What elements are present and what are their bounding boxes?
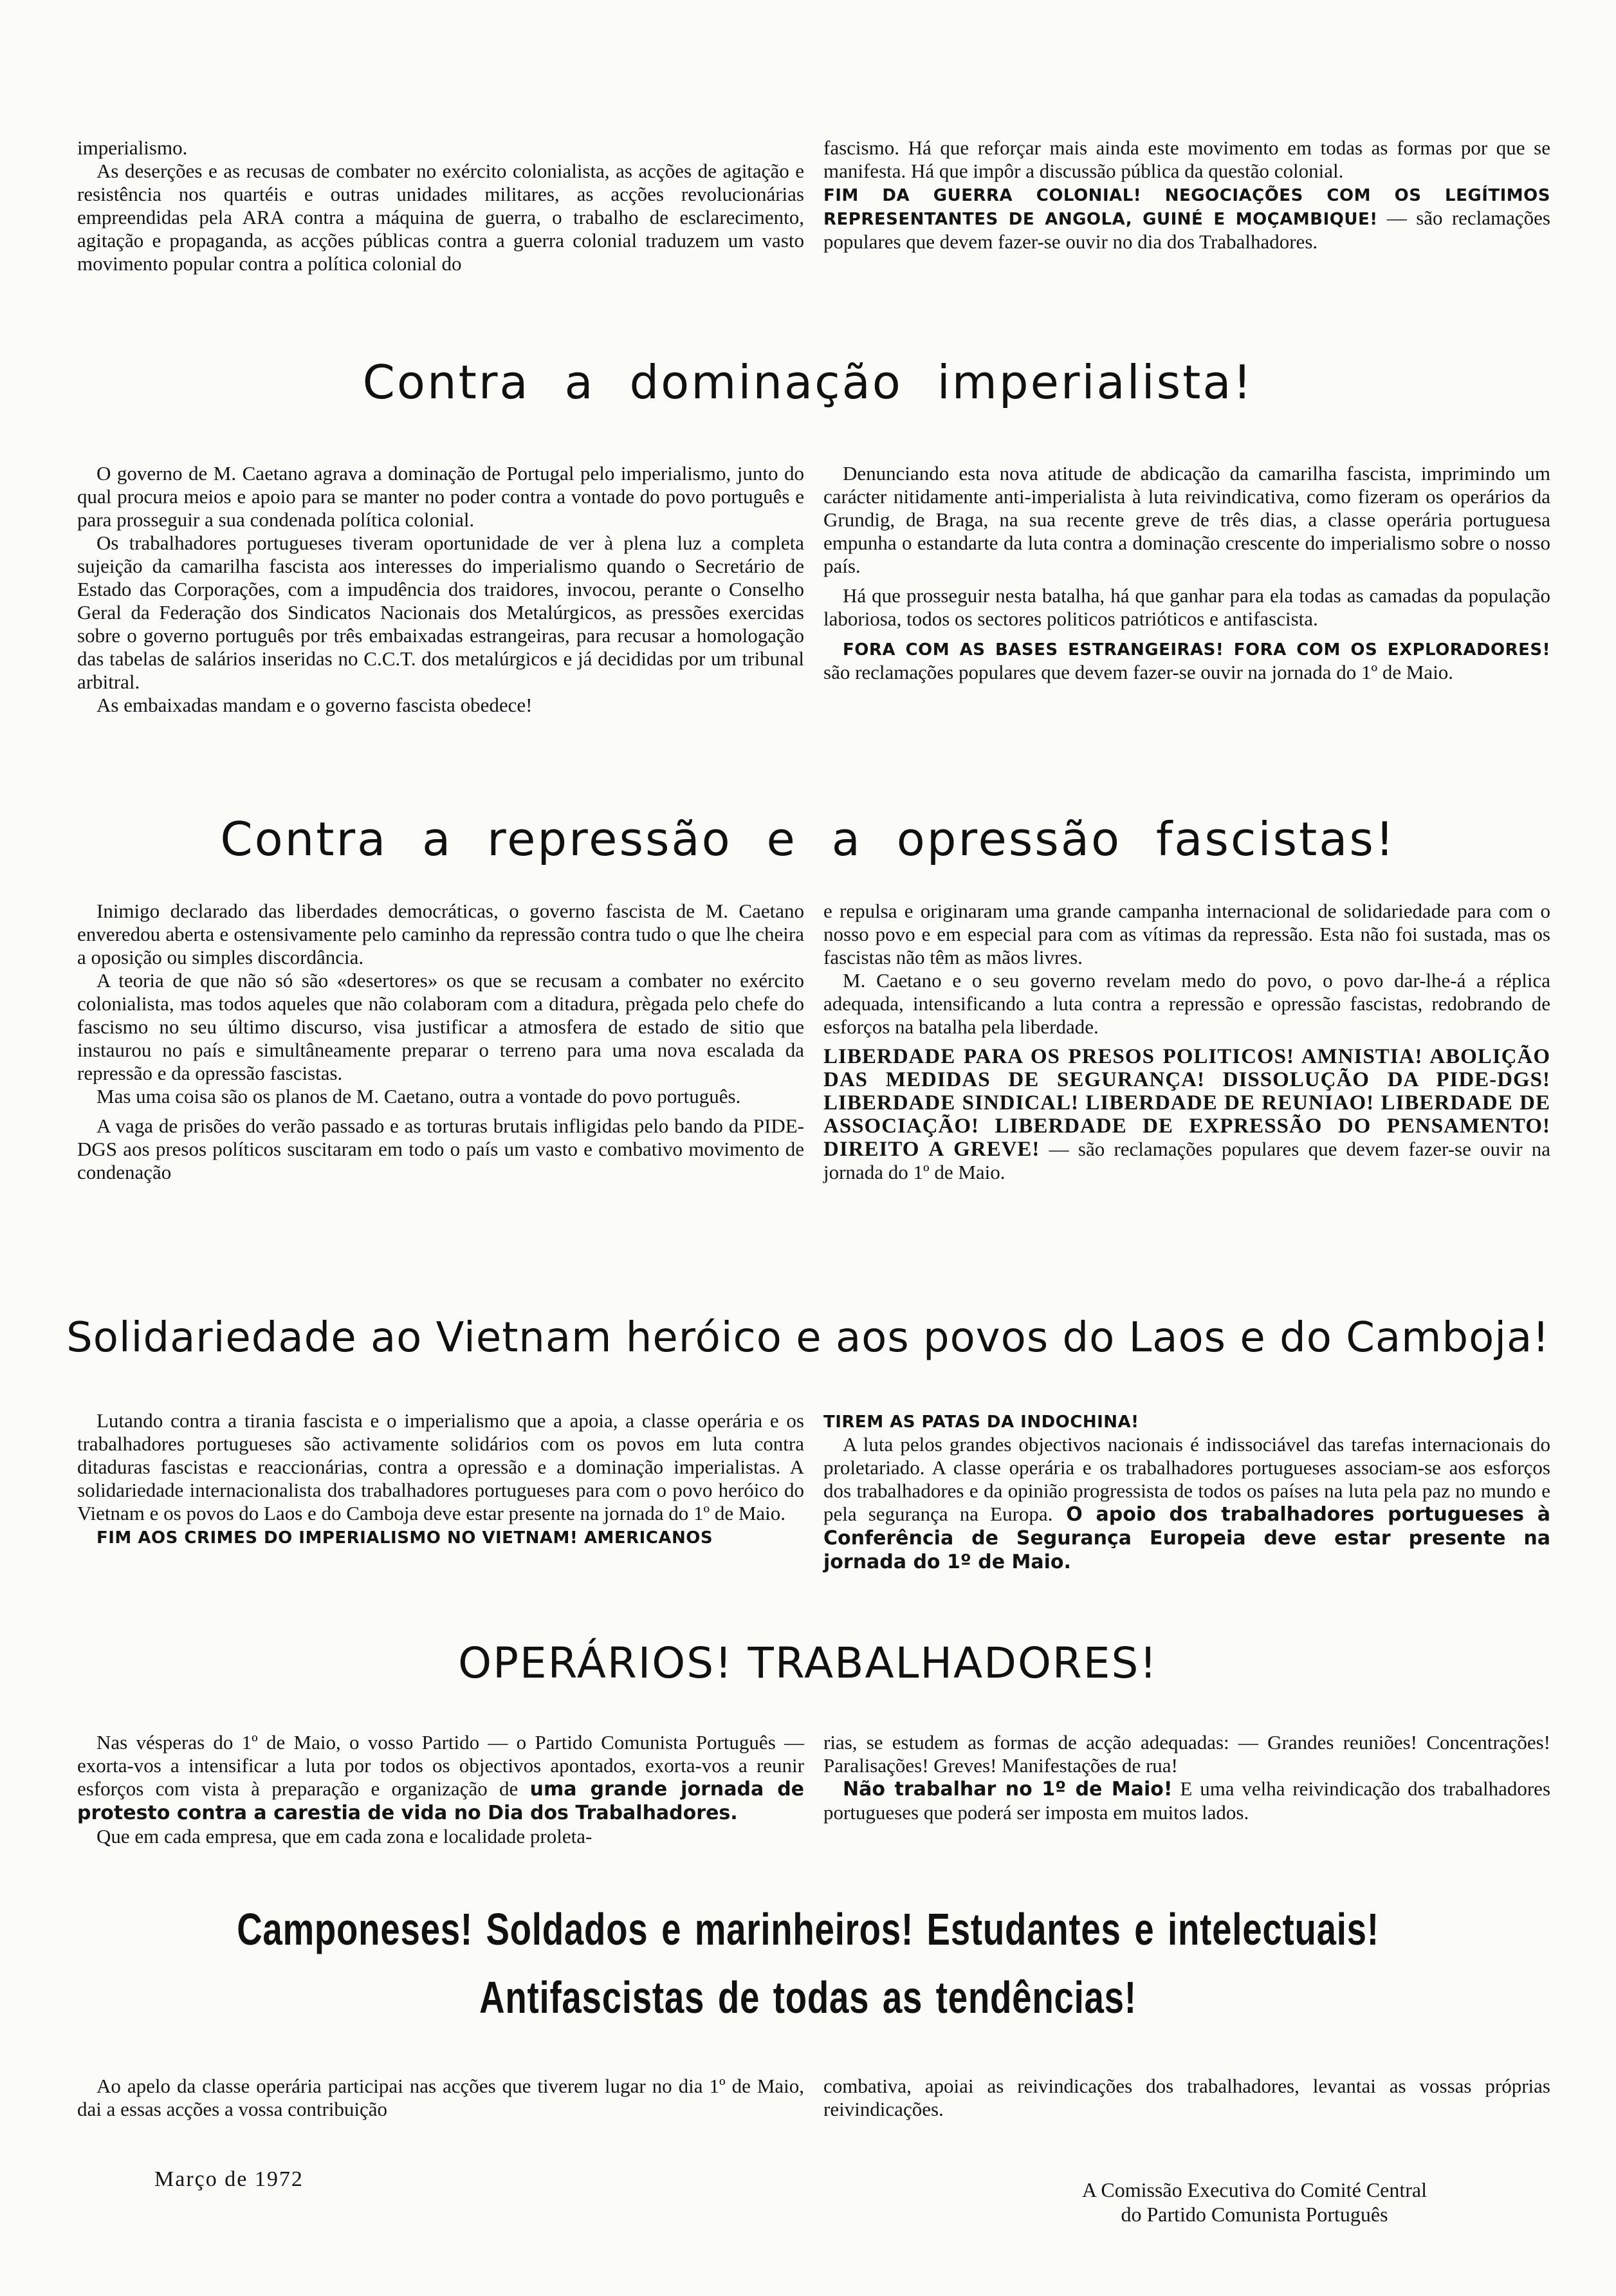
paragraph: A vaga de prisões do verão passado e as torturas brutais infligidas pelo bando da PIDE-DGS aos presos políticos suscitaram em todo o país um vasto e combativo movimento de condenação xyxy=(77,1115,804,1183)
slogan: LIBERDADE PARA OS PRESOS POLITICOS! AMNISTIA! ABOLIÇÃO DAS MEDIDAS DE SEGURANÇA! DISSOLUÇÃO DA PIDE-DGS! LIBERDADE SINDICAL! LIBERDADE DE REUNIAO! LIBERDADE DE ASSOCIAÇÃO! LIBERDADE DE EXPRESSÃO DO PENSAMENTO! DIREITO A GREVE! xyxy=(823,1045,1550,1161)
slogan: FORA COM AS BASES ESTRANGEIRAS! FORA COM OS EXPLORADORES! xyxy=(843,640,1550,660)
section4-left-column xyxy=(77,1731,804,1848)
paragraph: e repulsa e originaram uma grande campanha internacional de solidariedade para com o nosso povo e em especial para com as vítimas da repressão. Esta não foi sustada, mas os fascistas não têm as mãos livres. xyxy=(823,900,1550,968)
section1-body xyxy=(77,462,1550,717)
section5-right-column xyxy=(823,2075,1550,2121)
section2-right-column xyxy=(823,900,1550,1184)
paragraph: Que em cada empresa, que em cada zona e localidade proleta- xyxy=(96,1825,592,1847)
paragraph: Inimigo declarado das liberdades democráticas, o governo fascista de M. Caetano enveredou aberta e ostensivamente pelo caminho da repressão contra tudo o que lhe cheira a oposição ou simples discordância. xyxy=(77,900,804,968)
bold-statement: Não trabalhar no 1º de Maio! xyxy=(843,1778,1173,1801)
slogan: FIM DA GUERRA COLONIAL! NEGOCIAÇÕES COM OS LEGÍTIMOS REPRESENTANTES DE ANGOLA, GUINÉ E MOÇAMBIQUE! xyxy=(823,186,1550,229)
paragraph-tail: — são reclamações populares que devem fazer-se ouvir no dia dos Trabalhadores. xyxy=(823,207,1550,253)
section1-right-column xyxy=(823,462,1550,717)
top-right-column xyxy=(823,136,1550,275)
section3-body xyxy=(77,1409,1550,1574)
footer-signature xyxy=(959,2178,1550,2227)
signature-line: A Comissão Executiva do Comité Central xyxy=(1082,2178,1427,2201)
paragraph: Os trabalhadores portugueses tiveram oportunidade de ver à plena luz a completa sujeição da camarilha fascista aos interesses do imperialismo quando o Secretário de Estado das Corporações, com a impudência dos traidores, invocou, perante o Conselho Geral da Federação dos Sindicatos Nacionais dos Metalúrgicos, as pressões exercidas sobre o governo português por três embaixadas estrangeiras, para recusar a homologação das tabelas de salários inseridas no C.C.T. dos metalúrgicos e já decididas por um tribunal arbitral. xyxy=(77,532,804,693)
paragraph-tail: E uma velha reivindicação dos trabalhadores portugueses que poderá ser imposta em muitos lados. xyxy=(823,1777,1551,1824)
slogan: TIREM AS PATAS DA INDOCHINA! xyxy=(823,1412,1139,1432)
section3-right-column xyxy=(823,1409,1550,1574)
paragraph: combativa, apoiai as reivindicações dos trabalhadores, levantai as vossas próprias reivindicações. xyxy=(823,2075,1550,2120)
paragraph: A teoria de que não só são «desertores» os que se recusam a combater no exército colonialista, mas todos aqueles que não colaboram com a ditadura, prègada pelo chefe do fascismo no seu último discurso, visa justificar a atmosfera de estado de sitio que instaurou no país e simultâneamente preparar o terreno para uma nova escalada da repressão e da opressão fascistas. xyxy=(77,969,804,1084)
paragraph: Ao apelo da classe operária participai nas acções que tiverem lugar no dia 1º de Maio, dai a essas acções a vossa contribuição xyxy=(77,2075,804,2120)
paragraph: fascismo. Há que reforçar mais ainda este movimento em todas as formas por que se manifesta. Há que impôr a discussão pública da questão colonial. xyxy=(823,136,1550,182)
paragraph: O governo de M. Caetano agrava a dominação de Portugal pelo imperialismo, junto do qual procura meios e apoio para se manter no poder contra a vontade do povo português e para prosseguir a sua condenada política colonial. xyxy=(77,462,804,531)
section4-right-column xyxy=(823,1731,1550,1848)
paragraph: A luta pelos grandes objectivos nacionais é indissociável das tarefas internacionais do proletariado. A classe operária e os trabalhadores portugueses associam-se aos esforços dos trabalhadores e da opinião progressista de todos os países na luta pela paz no mundo e pela segurança na Europa. xyxy=(823,1433,1550,1525)
paragraph: As embaixadas mandam e o governo fascista obedece! xyxy=(96,694,533,716)
section2-left-column xyxy=(77,900,804,1184)
section-heading-vietnam: Solidariedade ao Vietnam heróico e aos povos do Laos e do Camboja! xyxy=(66,1314,1550,1362)
bold-statement: uma grande jornada de protesto contra a carestia de vida no Dia dos Trabalhadores. xyxy=(77,1778,805,1824)
section-heading-repression: Contra a repressão e a opressão fascistas! xyxy=(220,812,1396,866)
signature-line: do Partido Comunista Português xyxy=(1121,2203,1388,2226)
section4-body xyxy=(77,1731,1550,1848)
top-block xyxy=(77,136,1550,275)
section2-body xyxy=(77,900,1550,1184)
section1-left-column xyxy=(77,462,804,717)
section5-body xyxy=(77,2075,1550,2121)
paragraph-tail: — são reclamações populares que devem fazer-se ouvir na jornada do 1º de Maio. xyxy=(823,1138,1551,1183)
paragraph: Nas vésperas do 1º de Maio, o vosso Partido — o Partido Comunista Português — exorta-vos a intensificar a luta por todos os objectivos apontados, exorta-vos a reunir esforços com vista à preparação e organização de xyxy=(77,1731,804,1800)
paragraph: imperialismo. xyxy=(77,136,188,159)
top-left-column xyxy=(77,136,804,275)
section-heading-peasants: Camponeses! Soldados e marinheiros! Estudantes e intelectuais! xyxy=(237,1904,1379,1954)
paragraph: Denunciando esta nova atitude de abdicação da camarilha fascista, imprimindo um carácter nitidamente anti-imperialista à luta reivindicativa, como fizeram os operários da Grundig, de Braga, na sua recente greve de três dias, a classe operária portuguesa empunha o estandarte da luta contra a dominação crescente do imperialismo sobre o nosso país. xyxy=(823,462,1550,577)
paragraph: Lutando contra a tirania fascista e o imperialismo que a apoia, a classe operária e os trabalhadores portugueses são activamente solidários com os povos em luta contra ditaduras fascistas e reaccionárias, contra a opressão e a dominação imperialistas. A solidariedade internacionalista dos trabalhadores portugueses para com o povo heróico do Vietnam e os povos do Laos e do Camboja deve estar presente na jornada do 1º de Maio. xyxy=(77,1409,804,1524)
paragraph: rias, se estudem as formas de acção adequadas: — Grandes reuniões! Concentrações! Paralisações! Greves! Manifestações de rua! xyxy=(823,1731,1550,1777)
paragraph-tail: são reclamações populares que devem fazer-se ouvir na jornada do 1º de Maio. xyxy=(823,661,1454,683)
section-heading-imperialism: Contra a dominação imperialista! xyxy=(362,355,1254,409)
bold-statement: O apoio dos trabalhadores portugueses à Conferência de Segurança Europeia deve estar presente na jornada do 1º de Maio. xyxy=(823,1503,1550,1573)
paragraph: Mas uma coisa são os planos de M. Caetano, outra a vontade do povo português. xyxy=(96,1085,741,1107)
paragraph: As deserções e as recusas de combater no exército colonialista, as acções de agitação e resistência nos quartéis e outras unidades militares, as acções revolucionárias empreendidas pela ARA contra a máquina de guerra, o trabalho de esclarecimento, agitação e propaganda, as acções públicas contra a guerra colonial traduzem um vasto movimento popular contra a política colonial do xyxy=(77,160,804,275)
slogan: FIM AOS CRIMES DO IMPERIALISMO NO VIETNAM! AMERICANOS xyxy=(96,1528,713,1548)
footer-date: Março de 1972 xyxy=(154,2167,304,2191)
section3-left-column xyxy=(77,1409,804,1574)
section-heading-antifascists: Antifascistas de todas as tendências! xyxy=(479,1972,1137,2023)
section-heading-workers: OPERÁRIOS! TRABALHADORES! xyxy=(458,1638,1158,1688)
paragraph: M. Caetano e o seu governo revelam medo do povo, o povo dar-lhe-á a réplica adequada, intensificando a luta contra a repressão e opressão fascistas, redobrando de esforços na batalha pela liberdade. xyxy=(823,969,1550,1038)
paragraph: Há que prosseguir nesta batalha, há que ganhar para ela todas as camadas da população laboriosa, todos os sectores politicos patrióticos e antifascista. xyxy=(823,584,1550,630)
section5-left-column xyxy=(77,2075,804,2121)
